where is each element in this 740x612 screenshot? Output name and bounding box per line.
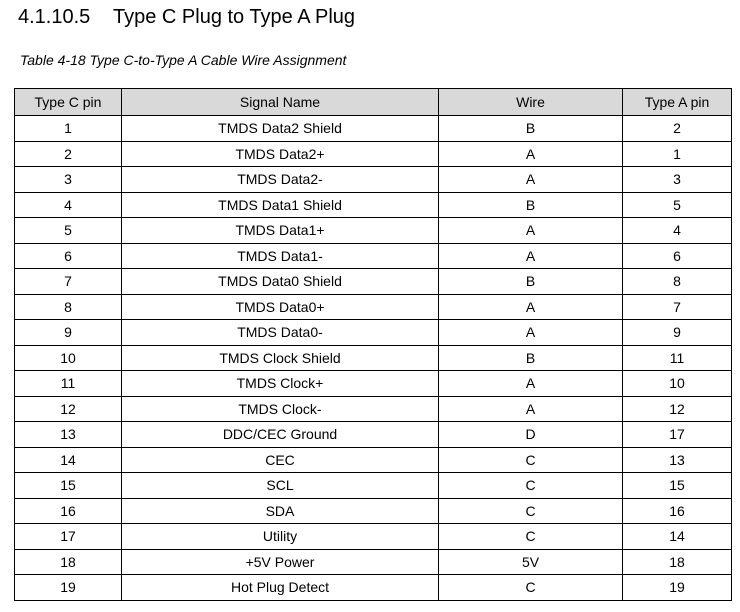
type-a-pin-cell: 11 (623, 345, 732, 371)
type-c-pin-cell: 9 (15, 320, 122, 346)
wire-cell: B (439, 116, 623, 142)
wire-cell: B (439, 269, 623, 295)
type-c-pin-cell: 3 (15, 167, 122, 193)
wire-cell: B (439, 192, 623, 218)
table-row (15, 396, 732, 422)
type-a-pin-cell: 6 (623, 243, 732, 269)
type-c-pin-cell: 8 (15, 294, 122, 320)
type-a-pin-cell: 15 (623, 473, 732, 499)
type-a-pin-cell: 14 (623, 524, 732, 550)
table-row (15, 192, 732, 218)
signal-name-cell: TMDS Data2+ (122, 141, 439, 167)
wire-cell: C (439, 575, 623, 601)
type-a-pin-cell: 18 (623, 549, 732, 575)
type-a-pin-cell: 9 (623, 320, 732, 346)
table-caption: Table 4-18 Type C-to-Type A Cable Wire Assignment (20, 52, 347, 68)
type-c-pin-cell: 2 (15, 141, 122, 167)
section-title: Type C Plug to Type A Plug (113, 6, 356, 28)
type-a-pin-cell: 16 (623, 498, 732, 524)
type-a-pin-cell: 3 (623, 167, 732, 193)
table-row (15, 294, 732, 320)
wire-cell: A (439, 167, 623, 193)
table-row (15, 498, 732, 524)
table-row (15, 549, 732, 575)
signal-name-cell: DDC/CEC Ground (122, 422, 439, 448)
wire-cell: A (439, 396, 623, 422)
type-c-pin-cell: 19 (15, 575, 122, 601)
signal-name-cell: TMDS Data1+ (122, 218, 439, 244)
signal-name-cell: TMDS Data0 Shield (122, 269, 439, 295)
section-heading (18, 4, 355, 30)
table-row (15, 345, 732, 371)
type-c-pin-cell: 17 (15, 524, 122, 550)
table-row (15, 320, 732, 346)
type-a-pin-cell: 12 (623, 396, 732, 422)
wire-cell: C (439, 524, 623, 550)
signal-name-cell: TMDS Data0+ (122, 294, 439, 320)
table-row (15, 218, 732, 244)
table-row (15, 575, 732, 601)
type-a-pin-cell: 8 (623, 269, 732, 295)
table-row (15, 524, 732, 550)
signal-name-cell: TMDS Data1 Shield (122, 192, 439, 218)
table-header-row (15, 89, 732, 116)
signal-name-cell: TMDS Data0- (122, 320, 439, 346)
signal-name-cell: TMDS Data2- (122, 167, 439, 193)
type-c-pin-cell: 15 (15, 473, 122, 499)
type-c-pin-cell: 1 (15, 116, 122, 142)
table-row (15, 141, 732, 167)
wire-cell: C (439, 447, 623, 473)
table-row (15, 243, 732, 269)
signal-name-cell: TMDS Clock+ (122, 371, 439, 397)
signal-name-cell: TMDS Clock- (122, 396, 439, 422)
wire-assignment-table (14, 88, 732, 601)
wire-cell: A (439, 320, 623, 346)
signal-name-cell: Utility (122, 524, 439, 550)
type-c-pin-cell: 16 (15, 498, 122, 524)
signal-name-cell: Hot Plug Detect (122, 575, 439, 601)
signal-name-cell: SCL (122, 473, 439, 499)
wire-cell: A (439, 218, 623, 244)
type-c-pin-cell: 13 (15, 422, 122, 448)
header-type-a-pin: Type A pin (623, 89, 732, 116)
wire-cell: A (439, 141, 623, 167)
type-a-pin-cell: 1 (623, 141, 732, 167)
wire-cell: C (439, 498, 623, 524)
signal-name-cell: +5V Power (122, 549, 439, 575)
header-type-c-pin: Type C pin (15, 89, 122, 116)
wire-cell: C (439, 473, 623, 499)
type-c-pin-cell: 4 (15, 192, 122, 218)
table-row (15, 269, 732, 295)
signal-name-cell: TMDS Clock Shield (122, 345, 439, 371)
section-number: 4.1.10.5 (18, 6, 91, 28)
type-c-pin-cell: 5 (15, 218, 122, 244)
signal-name-cell: CEC (122, 447, 439, 473)
wire-cell: A (439, 243, 623, 269)
table-row (15, 167, 732, 193)
header-signal-name: Signal Name (122, 89, 439, 116)
type-a-pin-cell: 5 (623, 192, 732, 218)
table-row (15, 473, 732, 499)
type-a-pin-cell: 4 (623, 218, 732, 244)
type-c-pin-cell: 10 (15, 345, 122, 371)
type-c-pin-cell: 7 (15, 269, 122, 295)
type-a-pin-cell: 2 (623, 116, 732, 142)
type-c-pin-cell: 6 (15, 243, 122, 269)
table-row (15, 447, 732, 473)
table-row (15, 116, 732, 142)
wire-cell: B (439, 345, 623, 371)
wire-cell: A (439, 371, 623, 397)
type-c-pin-cell: 11 (15, 371, 122, 397)
type-c-pin-cell: 14 (15, 447, 122, 473)
table-row (15, 371, 732, 397)
header-wire: Wire (439, 89, 623, 116)
type-a-pin-cell: 13 (623, 447, 732, 473)
type-a-pin-cell: 19 (623, 575, 732, 601)
type-c-pin-cell: 18 (15, 549, 122, 575)
wire-cell: D (439, 422, 623, 448)
signal-name-cell: TMDS Data1- (122, 243, 439, 269)
type-a-pin-cell: 10 (623, 371, 732, 397)
wire-cell: A (439, 294, 623, 320)
table-row (15, 422, 732, 448)
type-a-pin-cell: 7 (623, 294, 732, 320)
wire-cell: 5V (439, 549, 623, 575)
signal-name-cell: SDA (122, 498, 439, 524)
type-a-pin-cell: 17 (623, 422, 732, 448)
table-body (15, 116, 732, 601)
type-c-pin-cell: 12 (15, 396, 122, 422)
signal-name-cell: TMDS Data2 Shield (122, 116, 439, 142)
